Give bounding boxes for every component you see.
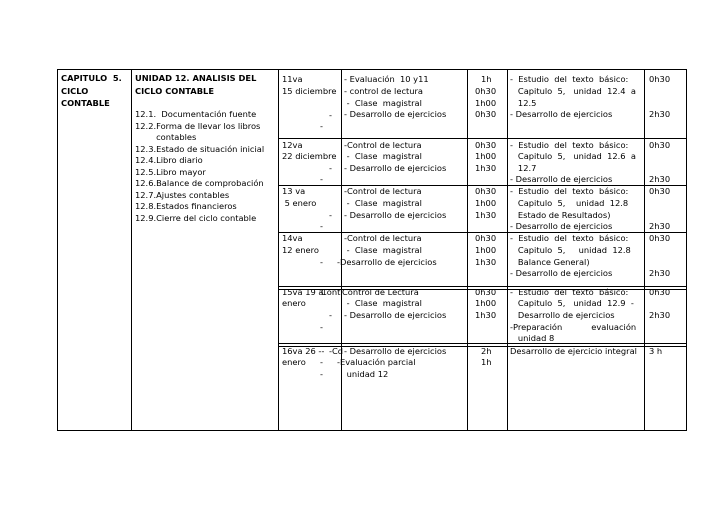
week-label: 15va 19 al: [282, 287, 326, 297]
task: - Estudio del texto básico:: [510, 186, 629, 196]
activity-time: 0h30: [475, 233, 497, 243]
task: Desarrollo de ejercicio integral: [510, 346, 637, 356]
activity: - Desarrollo de ejercicios: [344, 346, 447, 356]
activity-time: 2h: [481, 346, 492, 356]
activity-time: 0h30: [475, 109, 497, 119]
column-divider: [341, 70, 342, 430]
activity: - control de lectura: [344, 86, 424, 96]
column-divider: [644, 70, 645, 430]
task: - Estudio del texto básico:: [510, 233, 629, 243]
task: - Estudio del texto básico:: [510, 287, 629, 297]
activity-time: 1h00: [475, 151, 497, 161]
activity: -Control de lectura: [344, 233, 422, 243]
activity-time: 1h: [481, 357, 492, 367]
task-hours: 0h30: [649, 74, 671, 84]
activity: - Clase magistral: [344, 151, 422, 161]
week-date: enero: [282, 298, 306, 308]
week-label: 13 va: [282, 186, 306, 196]
task-hours: 2h30: [649, 174, 671, 184]
activity: -Control de lectura: [344, 186, 422, 196]
task-hours: 0h30: [649, 186, 671, 196]
week-date: 22 diciembre: [282, 151, 337, 161]
activity-time: 1h00: [475, 98, 497, 108]
overlap-text: -Cd: [329, 346, 344, 356]
dash: -: [320, 257, 323, 267]
topic-item: 12.9.Cierre del ciclo contable: [135, 213, 257, 223]
overlap-text: Cont: [321, 287, 341, 297]
week-date: 5 enero: [282, 198, 317, 208]
task-hours: 2h30: [649, 268, 671, 278]
topic-item: 12.3.Estado de situación inicial: [135, 144, 265, 154]
task: 12.7: [510, 163, 537, 173]
activity-time: 1h30: [475, 163, 497, 173]
task: Desarrollo de ejercicios: [510, 310, 615, 320]
task: Estado de Resultados): [510, 210, 611, 220]
task: - Desarrollo de ejercicios: [510, 109, 613, 119]
dash: -: [320, 221, 323, 231]
activity: - Desarrollo de ejercicios: [344, 210, 447, 220]
task: - Desarrollo de ejercicios: [510, 174, 613, 184]
activity: Control de Lectura: [342, 287, 419, 297]
dash: -: [320, 121, 323, 131]
topic-item: 12.2.Forma de llevar los libros: [135, 121, 261, 131]
activity: unidad 12: [344, 369, 389, 379]
column-divider: [467, 70, 468, 430]
task-hours: 0h30: [649, 233, 671, 243]
task: 12.5: [510, 98, 537, 108]
topic-item: 12.6.Balance de comprobación: [135, 178, 264, 188]
week-date: 15 diciembre: [282, 86, 337, 96]
activity: - Desarrollo de ejercicios: [344, 310, 447, 320]
week-date: 12 enero: [282, 245, 319, 255]
activity-time: 1h30: [475, 257, 497, 267]
week-label: 14va: [282, 233, 303, 243]
dash: -: [320, 369, 323, 379]
task: -Preparación evaluación: [510, 322, 637, 332]
activity-time: 1h30: [475, 310, 497, 320]
task: - Desarrollo de ejercicios: [510, 268, 613, 278]
activity-time: 0h30: [475, 186, 497, 196]
row-divider: [278, 138, 686, 139]
topic-item: 12.5.Libro mayor: [135, 167, 206, 177]
dash: -: [320, 322, 323, 332]
activity: - Desarrollo de ejercicios: [344, 109, 447, 119]
chapter-label: CONTABLE: [61, 98, 110, 108]
activity: -Control de lectura: [344, 140, 422, 150]
task-hours: 0h30: [649, 140, 671, 150]
activity-time: 1h: [481, 74, 492, 84]
week-label: 11va: [282, 74, 303, 84]
task-hours: 3 h: [649, 346, 663, 356]
topic-item: 12.7.Ajustes contables: [135, 190, 230, 200]
activity-time: 1h00: [475, 198, 497, 208]
task-hours: 2h30: [649, 310, 671, 320]
activity: - Clase magistral: [344, 245, 422, 255]
activity-time: 1h00: [475, 298, 497, 308]
column-divider: [131, 70, 132, 430]
task: Capitulo 5, unidad 12.6 a: [510, 151, 636, 161]
dash: -: [329, 210, 332, 220]
task: - Estudio del texto básico:: [510, 74, 629, 84]
week-label: 16va 26 --: [282, 346, 325, 356]
activity: -Desarrollo de ejercicios: [337, 257, 437, 267]
activity: -Evaluación parcial: [337, 357, 416, 367]
row-divider: [278, 343, 686, 344]
dash: -: [320, 174, 323, 184]
dash: -: [329, 163, 332, 173]
week-date: enero: [282, 357, 306, 367]
activity: - Clase magistral: [344, 198, 422, 208]
topic-item: 12.4.Libro diario: [135, 155, 203, 165]
task: Capitulo 5, unidad 12.8: [510, 198, 629, 208]
chapter-label: CAPITULO 5.: [61, 73, 122, 83]
task-hours: 0h30: [649, 287, 671, 297]
activity-time: 1h00: [475, 245, 497, 255]
dash: -: [329, 110, 332, 120]
topic-item: 12.1. Documentación fuente: [135, 109, 257, 119]
chapter-label: CICLO: [61, 86, 89, 96]
activity: - Clase magistral: [344, 98, 422, 108]
task-hours: 2h30: [649, 221, 671, 231]
dash: -: [329, 310, 332, 320]
activity: - Clase magistral: [344, 298, 422, 308]
unit-title: CICLO CONTABLE: [135, 86, 214, 96]
activity-time: 0h30: [475, 287, 497, 297]
column-divider: [278, 70, 279, 430]
task: unidad 8: [510, 333, 555, 343]
task: - Estudio del texto básico:: [510, 140, 629, 150]
activity-time: 0h30: [475, 86, 497, 96]
unit-title: UNIDAD 12. ANALISIS DEL: [135, 73, 257, 83]
task: Capitulo 5, unidad 12.9 -: [510, 298, 634, 308]
activity-time: 1h30: [475, 210, 497, 220]
activity: - Desarrollo de ejercicios: [344, 163, 447, 173]
dash: -: [320, 357, 323, 367]
topic-item: contables: [135, 132, 197, 142]
task: Capitulo 5, unidad 12.4 a: [510, 86, 636, 96]
activity-time: 0h30: [475, 140, 497, 150]
task: Balance General): [510, 257, 590, 267]
topic-item: 12.8.Estados financieros: [135, 201, 237, 211]
task: - Desarrollo de ejercicios: [510, 221, 613, 231]
week-label: 12va: [282, 140, 303, 150]
activity: - Evaluación 10 y11: [344, 74, 429, 84]
column-divider: [507, 70, 508, 430]
task-hours: 2h30: [649, 109, 671, 119]
task: Capitulo 5, unidad 12.8: [510, 245, 631, 255]
